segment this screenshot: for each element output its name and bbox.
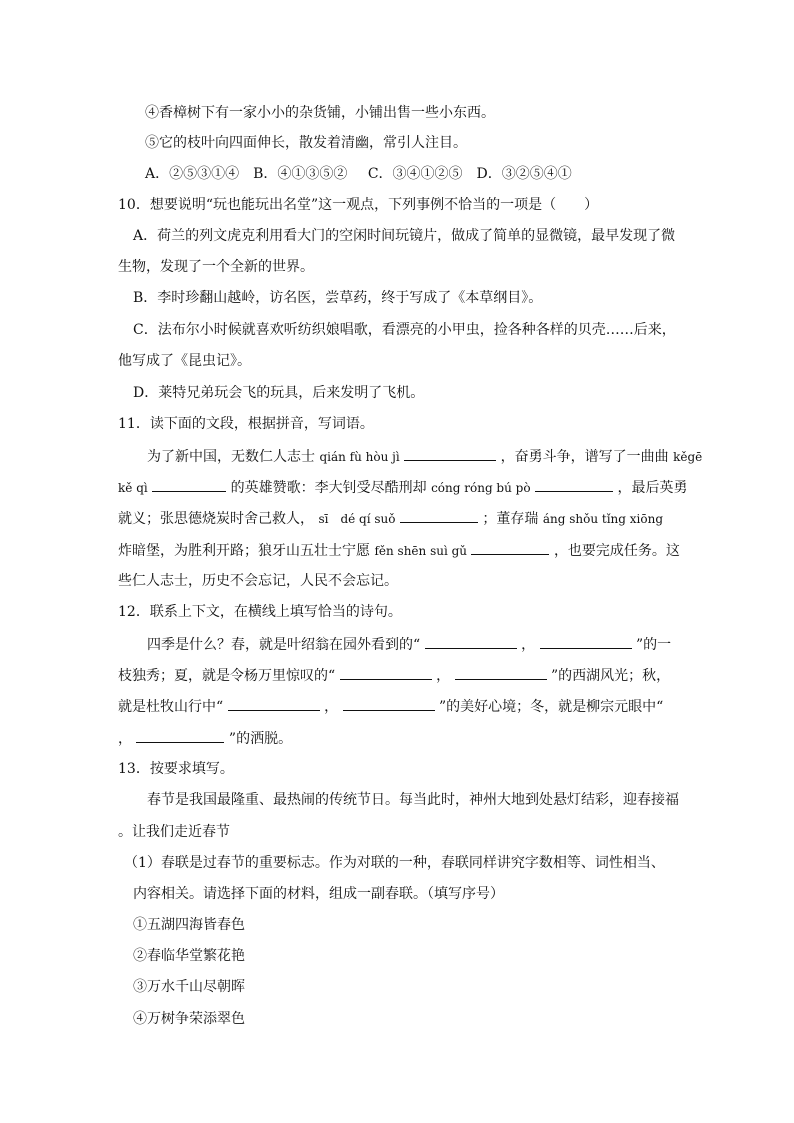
q12-text: ”的一: [635, 637, 672, 653]
q12-text: ，: [521, 637, 536, 653]
q11-line5: 些仁人志士，历史不会忘记，人民不会忘记。: [118, 573, 398, 589]
q12-text: ，: [436, 668, 451, 684]
q13-paragraph-line1: 春节是我国最隆重、最热闹的传统节日。每当此时，神州大地到处悬灯结彩，迎春接福: [147, 792, 679, 808]
pinyin-prompt: kě qì: [118, 481, 148, 495]
q12-text: 就是杜牧山行中“: [118, 699, 224, 715]
q12-text: 枝独秀；夏，就是令杨万里惊叹的“: [118, 668, 336, 684]
q13-material-3: ③万水千山尽朝晖: [133, 979, 245, 995]
q13-sub1-line2: 内容相关。请选择下面的材料，组成一副春联。（填写序号）: [133, 886, 504, 902]
q11-line2: [118, 477, 687, 498]
q10-option-c-line2: 他写成了《昆虫记》。: [118, 353, 251, 369]
q12-text: ，: [324, 699, 339, 715]
q12-line1: [147, 634, 671, 655]
answer-blank[interactable]: [535, 477, 613, 492]
pinyin-prompt: kěgē: [673, 450, 703, 464]
q13-paragraph-line2: 。让我们走近春节: [118, 824, 230, 840]
answer-blank[interactable]: [540, 634, 632, 649]
sentence-5: ⑤它的枝叶向四面伸长，散发着清幽，常引人注目。: [145, 135, 467, 151]
q13-material-4: ④万树争荣添翠色: [133, 1011, 245, 1027]
answer-blank[interactable]: [400, 508, 478, 523]
pinyin-prompt: fěn shēn suì gǔ: [374, 544, 468, 558]
q10-option-a-line2: 生物，发现了一个全新的世界。: [118, 259, 314, 275]
answer-blank[interactable]: [340, 665, 432, 680]
answer-blank[interactable]: [455, 665, 547, 680]
q13-material-2: ②春临华堂繁花艳: [133, 948, 245, 964]
answer-blank[interactable]: [471, 540, 549, 555]
q12-text: 四季是什么？春，就是叶绍翁在园外看到的“: [147, 637, 421, 653]
q12-text: ”的美好心境；冬，就是柳宗元眼中“: [438, 699, 664, 715]
q11-text: ，也要完成任务。这: [553, 543, 680, 559]
q12-text: ，: [118, 731, 132, 747]
q9-options: A．②⑤③①④ B．④①③⑤② C．③④①②⑤ D．③②⑤④①: [145, 166, 572, 182]
q12-text: ”的西湖风光；秋，: [550, 668, 671, 684]
pinyin-prompt: cóng róng bú pò: [431, 481, 531, 495]
q13-stem: 13．按要求填写。: [118, 761, 234, 777]
q11-text: ，奋勇斗争，谱写了一曲曲: [500, 449, 669, 465]
pinyin-prompt: áng shǒu tǐng xiōng: [542, 512, 664, 526]
q11-text: ；董存瑞: [482, 511, 539, 527]
q13-material-1: ①五湖四海皆春色: [133, 917, 245, 933]
q12-line4: [118, 728, 292, 749]
q13-sub1-line1: （1）春联是过春节的重要标志。作为对联的一种，春联同样讲究字数相等、词性相当、: [124, 855, 665, 871]
q10-option-b: B．李时珍翻山越岭，访名医，尝草药，终于写成了《本草纲目》。: [133, 290, 543, 306]
q12-line3: [118, 696, 663, 717]
sentence-4: ④香樟树下有一家小小的杂货铺，小铺出售一些小东西。: [145, 105, 495, 121]
q10-option-c-line1: C．法布尔小时候就喜欢听纺织娘唱歌，看漂亮的小甲虫，捡各种各样的贝壳……后来，: [133, 322, 676, 338]
q12-line2: [118, 665, 670, 686]
answer-blank[interactable]: [343, 696, 435, 711]
answer-blank[interactable]: [404, 446, 496, 461]
q11-line1: [147, 446, 702, 467]
q11-text: 的英雄赞歌：李大钊受尽酷刑却: [230, 480, 427, 496]
q11-stem: 11．读下面的文段，根据拼音，写词语。: [118, 416, 374, 432]
q11-text: 炸暗堡，为胜利开路；狼牙山五壮士宁愿: [118, 543, 370, 559]
q11-line4: [118, 540, 680, 561]
answer-blank[interactable]: [136, 728, 224, 743]
q10-option-a-line1: A．荷兰的列文虎克利用看大门的空闲时间玩镜片，做成了简单的显微镜，最早发现了微: [133, 228, 676, 244]
pinyin-prompt: qián fù hòu jì: [319, 450, 400, 464]
q11-text: 就义；张思德烧炭时舍己救人，: [118, 511, 314, 527]
q10-stem: 10．想要说明“玩也能玩出名堂”这一观点，下列事例不恰当的一项是（ ）: [118, 197, 599, 213]
q10-option-d: D．莱特兄弟玩会飞的玩具，后来发明了飞机。: [133, 385, 425, 401]
q12-stem: 12．联系上下文，在横线上填写恰当的诗句。: [118, 604, 402, 620]
pinyin-prompt: sī dé qí suǒ: [318, 512, 396, 526]
q11-line3: [118, 508, 663, 529]
q12-text: ”的洒脱。: [228, 731, 293, 747]
answer-blank[interactable]: [425, 634, 517, 649]
answer-blank[interactable]: [228, 696, 320, 711]
answer-blank[interactable]: [152, 477, 226, 492]
q11-text: 为了新中国，无数仁人志士: [147, 449, 315, 465]
q11-text: ，最后英勇: [617, 480, 688, 496]
